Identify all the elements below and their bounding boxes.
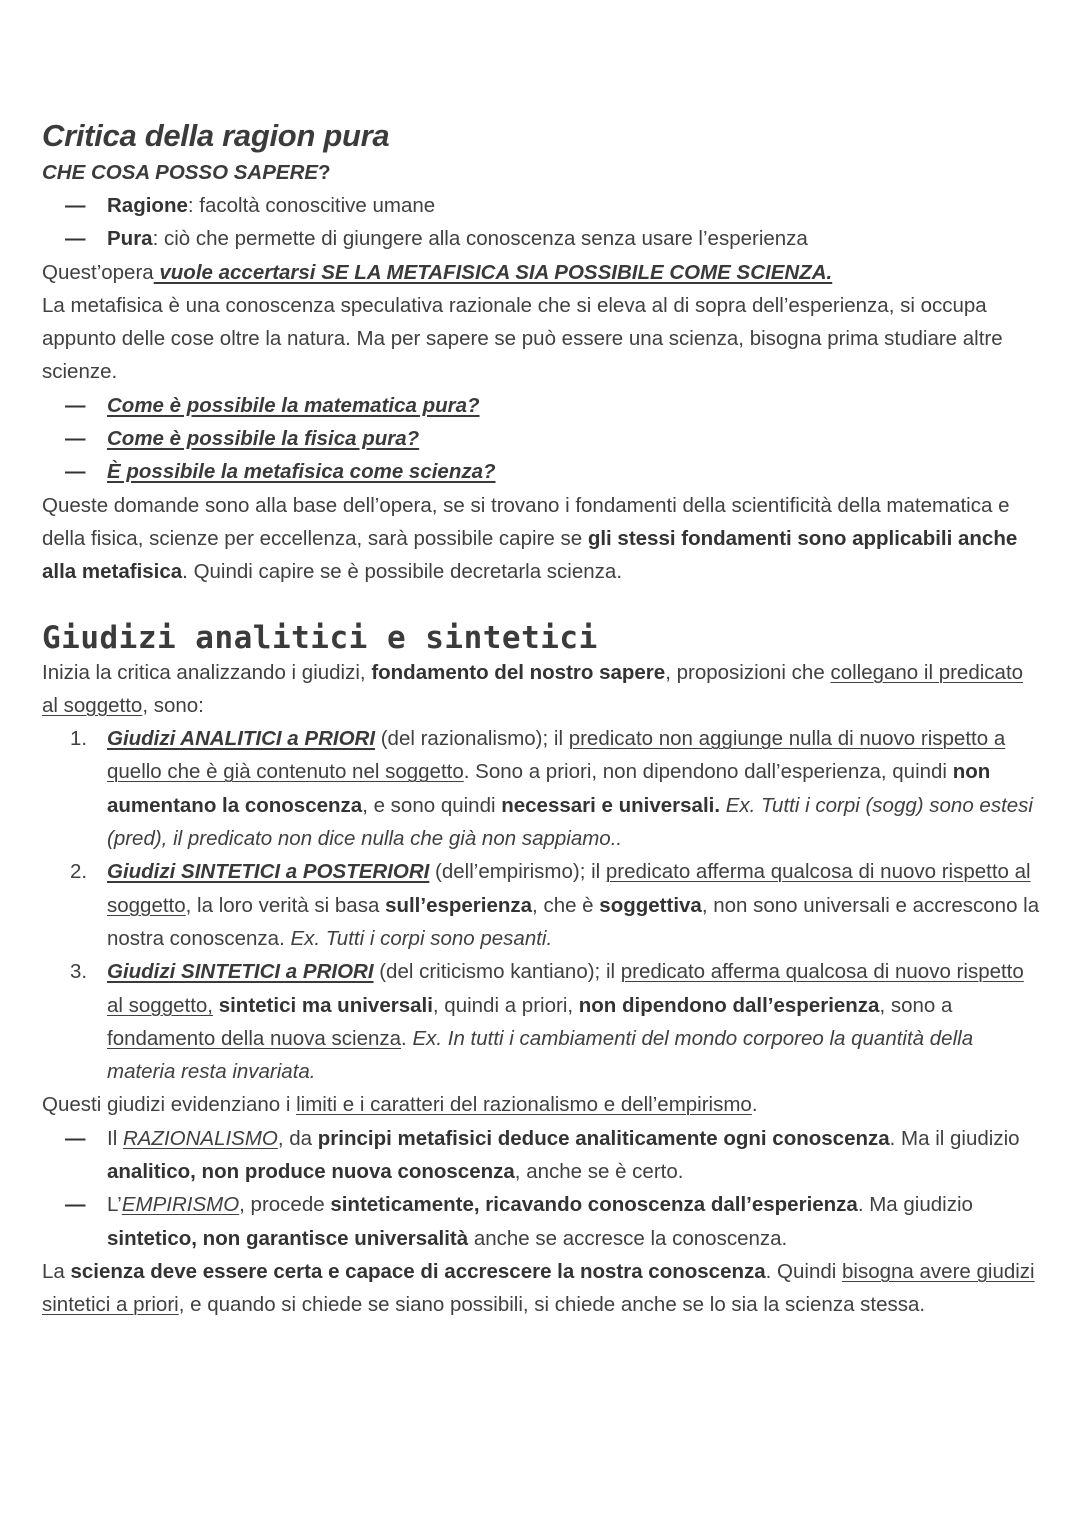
- text-run: .: [751, 1093, 758, 1117]
- aim-emphasis: vuole accertarsi SE LA METAFISICA SIA POSSIBILE COME SCIENZA.: [153, 260, 833, 284]
- question-text: È possibile la metafisica come scienza?: [107, 460, 496, 484]
- definition-text: : ciò che permette di giungere alla conoscenza senza usare l’esperienza: [152, 227, 808, 251]
- questions-list: [42, 389, 1042, 489]
- judgment-name: Giudizi ANALITICI a PRIORI: [107, 727, 376, 751]
- example-text: Ex. In tutti i cambiamenti del mondo corporeo la quantità della materia resta invariata.: [107, 1026, 974, 1084]
- example-text: Ex. Tutti i corpi sono pesanti.: [284, 926, 553, 950]
- text-run: , da: [277, 1126, 318, 1150]
- text-run: , e sono quindi: [362, 793, 502, 817]
- dash-bullet-icon: —: [65, 227, 86, 251]
- document-page: [42, 116, 1042, 1322]
- school-name: EMPIRISMO: [121, 1193, 240, 1217]
- aim-paragraph: [42, 256, 1042, 289]
- dash-bullet-icon: —: [65, 1126, 86, 1150]
- bold-run: soggettiva: [599, 893, 702, 917]
- text-run: , che è: [532, 893, 600, 917]
- subtitle-question-mark: ?: [318, 161, 331, 184]
- judgments-list: [42, 722, 1042, 1088]
- underlined-run: predicato non aggiunge nulla di nuovo rispetto a quello che è già contenuto nel soggetto: [107, 727, 1006, 784]
- question-item: [42, 455, 1042, 488]
- underlined-run: predicato afferma qualcosa di nuovo rispetto al soggetto,: [107, 960, 1024, 1017]
- intro-paragraph: [42, 656, 1042, 723]
- section-heading: Giudizi analitici e sintetici: [42, 619, 598, 656]
- text-run: Il: [107, 1126, 123, 1150]
- text-run: La: [42, 1259, 71, 1283]
- text-run: , sono:: [142, 693, 204, 717]
- school-item: [42, 1122, 1042, 1189]
- school-name: RAZIONALISMO: [122, 1126, 278, 1150]
- text-run: Inizia la critica analizzando i giudizi,: [42, 660, 372, 684]
- text-run: , sono a: [879, 993, 953, 1017]
- metafisica-paragraph: La metafisica è una conoscenza speculativa razionale che si eleva al di sopra dell’esperienza, si occupa appunto delle cose oltre la natura. Ma per sapere se può essere una scienza, bisogna prima studiare altre scienze.: [42, 293, 1003, 384]
- text-run: . Sono a priori, non dipendono dall’esperienza, quindi: [463, 760, 953, 784]
- underlined-run: fondamento della nuova scienza: [107, 1026, 402, 1050]
- list-number: 3.: [70, 960, 88, 984]
- underlined-run: predicato afferma qualcosa di nuovo rispetto al soggetto: [107, 860, 1031, 917]
- text-run: . Ma giudizio: [857, 1193, 973, 1217]
- definition-term: Pura: [107, 227, 153, 251]
- section-subtitle: [42, 156, 1042, 189]
- document-title: Critica della ragion pura: [42, 118, 390, 153]
- bold-run: sinteticamente, ricavando conoscenza dall’esperienza: [330, 1193, 858, 1217]
- section-gap: [42, 589, 1042, 620]
- bold-run: scienza deve essere certa e capace di accrescere la nostra conoscenza: [70, 1259, 766, 1283]
- bold-run: non dipendono dall’esperienza: [578, 993, 880, 1017]
- text-run: anche se accresce la conoscenza.: [468, 1226, 788, 1250]
- list-number: 1.: [70, 727, 88, 751]
- text-run: (del criticismo kantiano); il: [373, 960, 621, 984]
- question-text: Come è possibile la fisica pura?: [107, 427, 420, 451]
- text-run: , e quando si chiede se siano possibili, si chiede anche se lo sia la scienza stessa.: [178, 1293, 926, 1317]
- definition-term: Ragione: [107, 194, 188, 217]
- aim-prefix: Quest’opera: [42, 260, 154, 284]
- judgment-name: Giudizi SINTETICI a PRIORI: [107, 960, 374, 984]
- underlined-run: bisogna avere giudizi sintetici a priori: [42, 1259, 1035, 1317]
- text-run: . Quindi capire se è possibile decretarla scienza.: [182, 560, 623, 584]
- text-run: L’: [107, 1193, 122, 1217]
- judgment-item: [42, 955, 1042, 1088]
- dash-bullet-icon: —: [65, 460, 86, 484]
- bold-run: sull’esperienza: [385, 893, 533, 917]
- question-item: [42, 422, 1042, 455]
- judgment-name: Giudizi SINTETICI a POSTERIORI: [107, 860, 430, 884]
- bold-run: sintetici ma universali: [213, 993, 433, 1017]
- school-item: [42, 1188, 1042, 1255]
- judgment-item: [42, 722, 1042, 855]
- text-run: . Quindi: [765, 1259, 843, 1283]
- text-run: (dell’empirismo); il: [429, 860, 606, 884]
- text-run: , anche se è certo.: [514, 1160, 684, 1184]
- text-run: , non sono universali e accrescono la nostra conoscenza.: [107, 893, 1040, 950]
- dash-bullet-icon: —: [65, 1193, 86, 1217]
- judgment-item: [42, 855, 1042, 955]
- bold-run: necessari e universali.: [501, 793, 721, 817]
- conclusion-paragraph: [42, 489, 1042, 589]
- definition-text: : facoltà conoscitive umane: [187, 194, 436, 217]
- bold-run: fondamento del nostro sapere: [371, 660, 666, 684]
- text-run: .: [401, 1026, 407, 1050]
- bold-run: sintetico, non garantisce universalità: [107, 1226, 469, 1250]
- dash-bullet-icon: —: [65, 194, 86, 217]
- underlined-run: collegano il predicato al soggetto: [42, 660, 1024, 717]
- schools-list: [42, 1122, 1042, 1255]
- text-run: , proposizioni che: [665, 660, 831, 684]
- list-number: 2.: [70, 860, 88, 884]
- question-item: [42, 389, 1042, 422]
- bold-run: gli stessi fondamenti sono applicabili anche alla metafisica: [42, 526, 1018, 584]
- question-text: Come è possibile la matematica pura?: [107, 393, 480, 417]
- dash-bullet-icon: —: [65, 393, 86, 417]
- final-paragraph: [42, 1255, 1042, 1322]
- text-run: , la loro verità si basa: [185, 893, 386, 917]
- text-run: (del razionalismo); il: [375, 727, 569, 751]
- bold-run: analitico, non produce nuova conoscenza: [107, 1160, 515, 1184]
- definition-item: [42, 222, 1042, 255]
- text-run: Questi giudizi evidenziano i: [42, 1093, 297, 1117]
- definition-item: [42, 189, 1042, 222]
- bold-run: principi metafisici deduce analiticamente ogni conoscenza: [317, 1126, 890, 1150]
- text-run: , procede: [239, 1193, 331, 1217]
- subtitle-text: CHE COSA POSSO SAPERE: [42, 161, 319, 184]
- bold-run: non aumentano la conoscenza: [107, 760, 991, 817]
- text-run: . Ma il giudizio: [889, 1126, 1020, 1150]
- text-run: Queste domande sono alla base dell’opera, se si trovano i fondamenti della scientificità della matematica e della fisica, scienze per eccellenza, sarà possibile capire se: [42, 493, 1010, 550]
- example-text: Ex. Tutti i corpi (sogg) sono estesi (pred), il predicato non dice nulla che già non sappiamo..: [107, 793, 1033, 851]
- dash-bullet-icon: —: [65, 427, 86, 451]
- text-run: , quindi a priori,: [432, 993, 579, 1017]
- limits-paragraph: [42, 1088, 1042, 1121]
- definitions-list: [42, 189, 1042, 256]
- underlined-run: limiti e i caratteri del razionalismo e dell’empirismo: [296, 1093, 752, 1117]
